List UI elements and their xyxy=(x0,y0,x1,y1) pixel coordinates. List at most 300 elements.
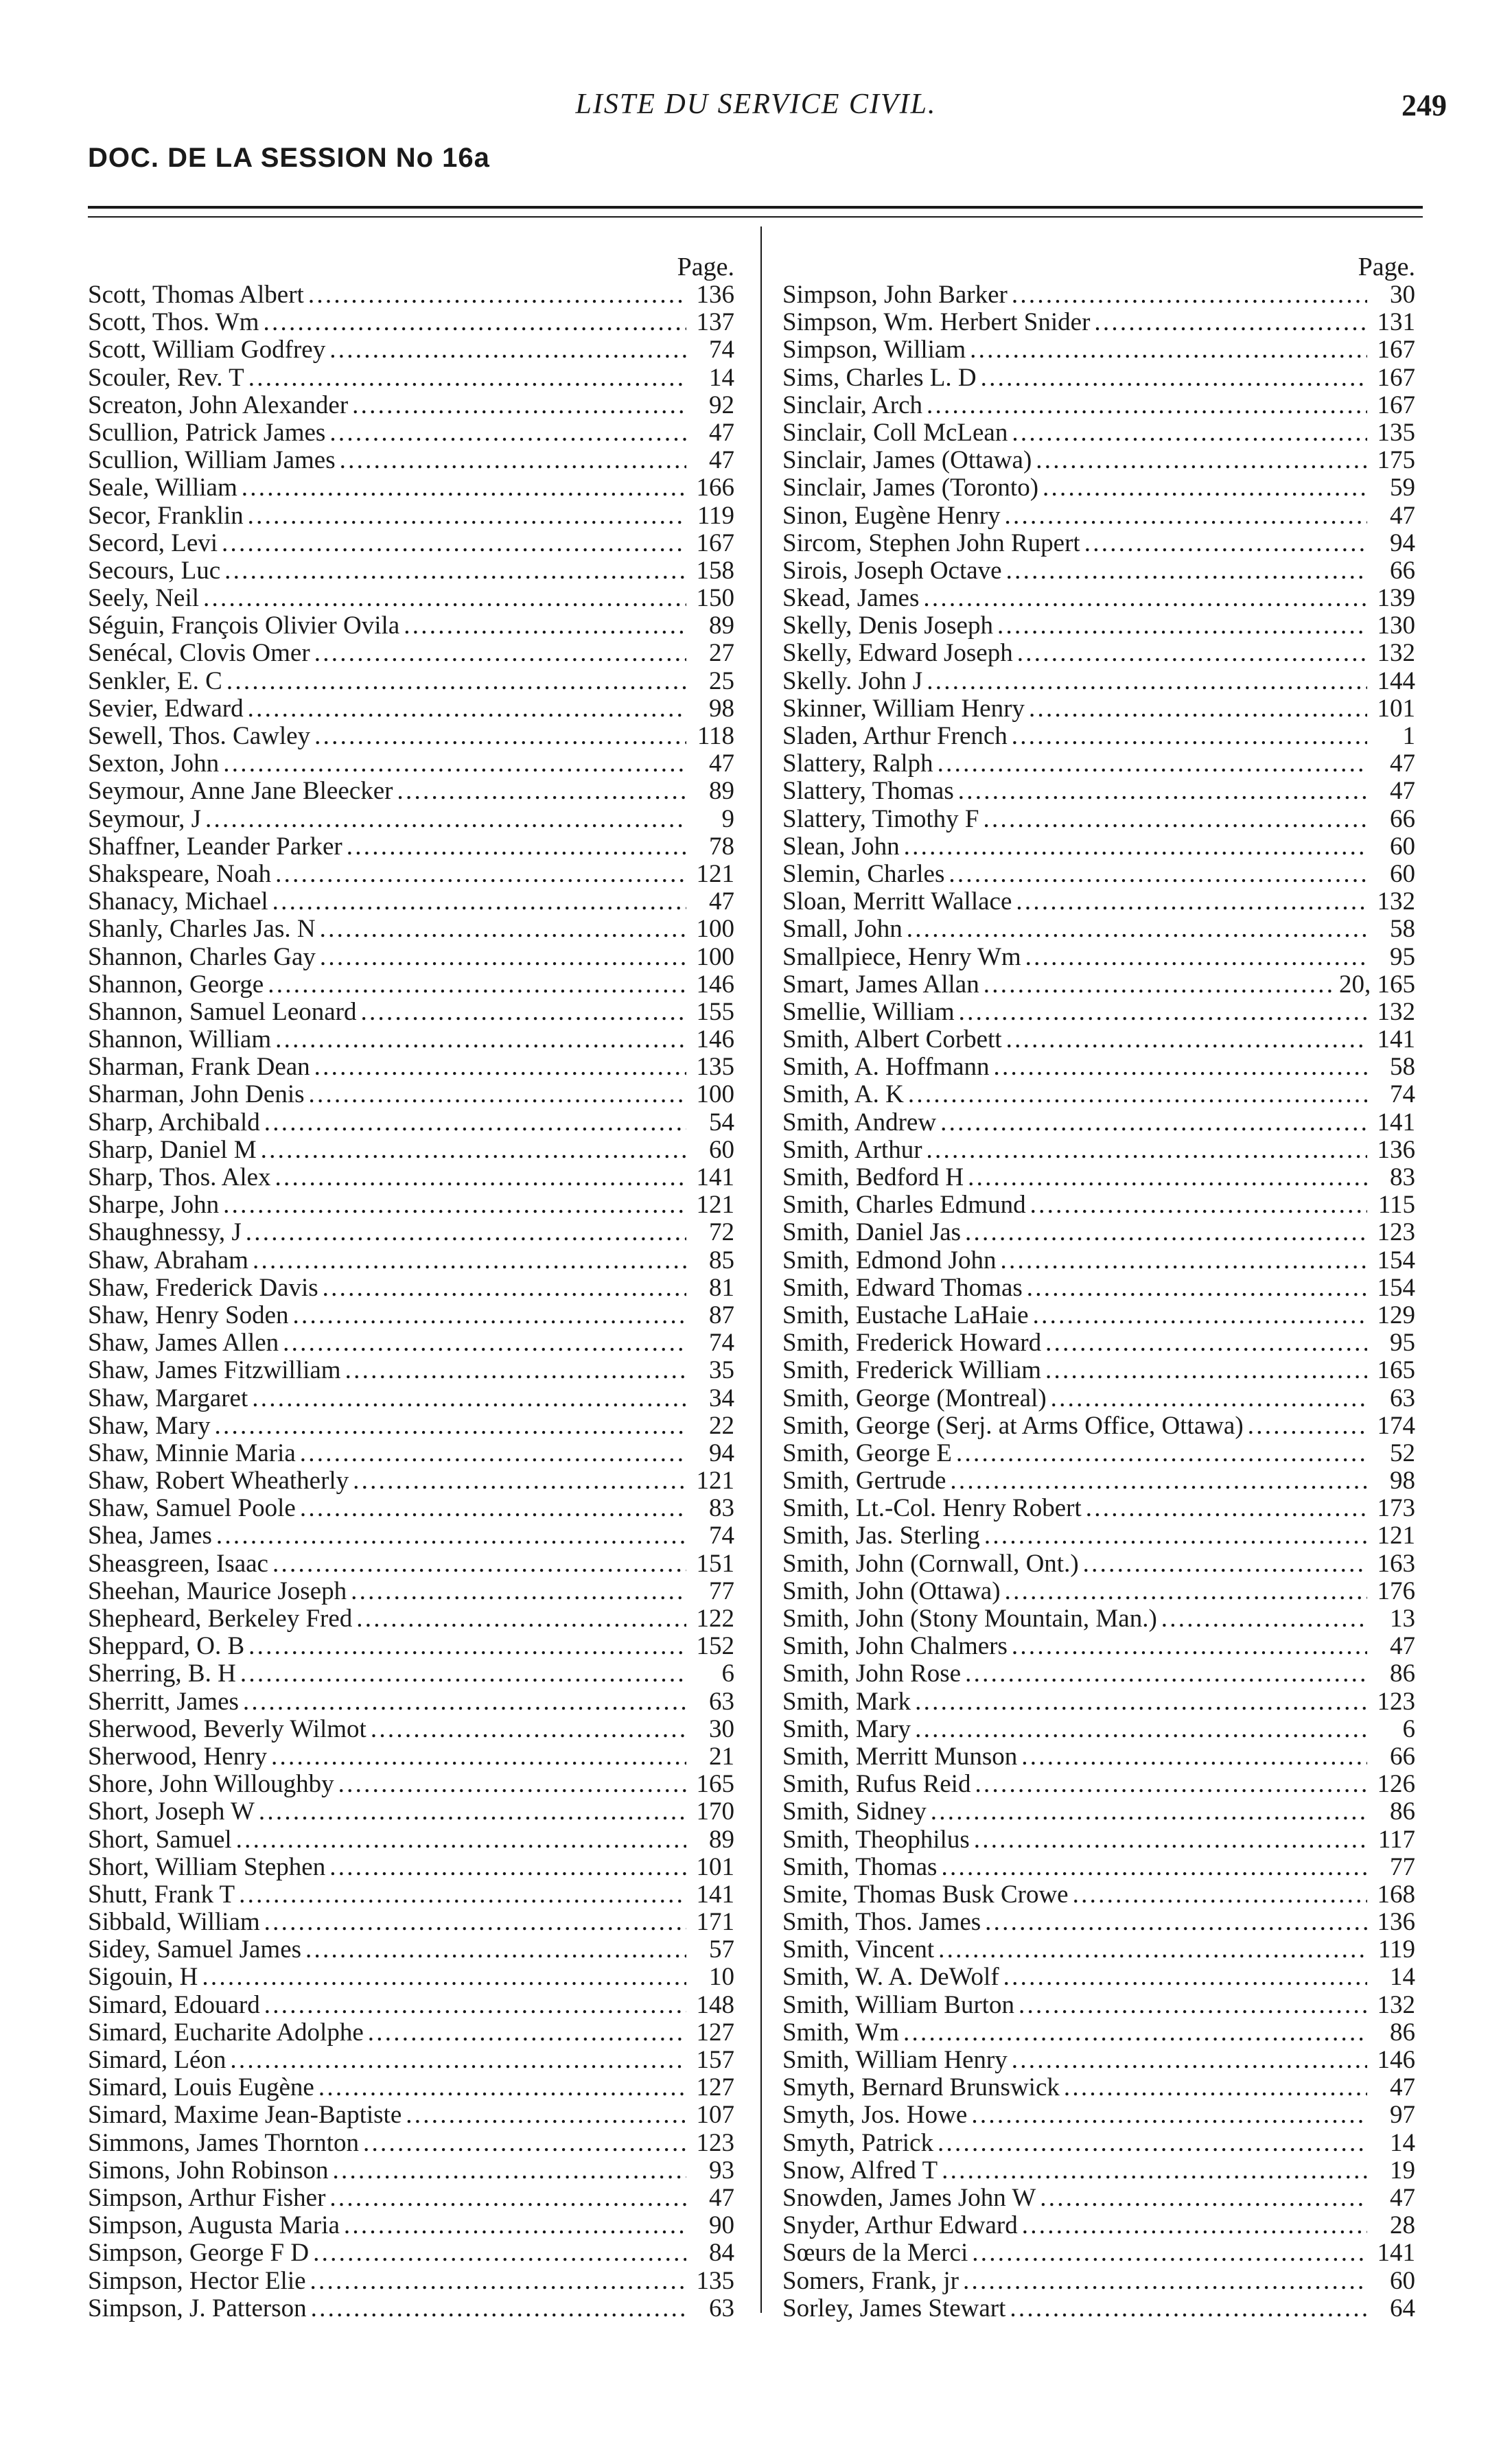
dot-leader xyxy=(242,474,686,502)
entry-page-number: 81 xyxy=(709,1273,734,1302)
entry-name: Smith, Edward Thomas xyxy=(782,1273,1023,1302)
entry-name: Sherring, B. H xyxy=(88,1660,236,1688)
entry-page-number: 47 xyxy=(709,887,734,916)
index-entry xyxy=(782,2212,1421,2239)
dot-leader xyxy=(958,778,1367,805)
dot-leader xyxy=(308,281,686,309)
dot-leader xyxy=(347,833,686,861)
entry-name: Smith, Gertrude xyxy=(782,1467,946,1495)
entry-page-number: 14 xyxy=(709,363,734,392)
entry-name: Shannon, Charles Gay xyxy=(88,942,316,971)
index-entry xyxy=(88,2157,740,2185)
entry-name: Snyder, Arthur Edward xyxy=(782,2211,1018,2240)
entry-name: Sibbald, William xyxy=(88,1908,260,1937)
entry-name: Smith, Theophilus xyxy=(782,1825,970,1854)
entry-name: Sœurs de la Merci xyxy=(782,2239,968,2268)
entry-page-number: 87 xyxy=(709,1301,734,1329)
entry-name: Simpson, Arthur Fisher xyxy=(88,2183,326,2212)
entry-name: Sinclair, James (Ottawa) xyxy=(782,446,1032,475)
dot-leader xyxy=(1012,723,1367,750)
index-entry xyxy=(782,2047,1421,2074)
dot-leader xyxy=(352,392,686,419)
entry-page-number: 101 xyxy=(696,1852,734,1881)
entry-page-number: 66 xyxy=(1390,556,1415,585)
entry-name: Sevier, Edward xyxy=(88,694,244,723)
entry-name: Smith, Rufus Reid xyxy=(782,1770,971,1799)
entry-page-number: 123 xyxy=(1377,1687,1415,1716)
dot-leader xyxy=(246,1219,686,1246)
dot-leader xyxy=(965,1219,1367,1246)
entry-name: Skinner, William Henry xyxy=(782,694,1025,723)
entry-page-number: 47 xyxy=(1390,501,1415,530)
dot-leader xyxy=(248,695,686,723)
entry-page-number: 146 xyxy=(1377,2046,1415,2074)
entry-page-number: 60 xyxy=(1390,832,1415,861)
dot-leader xyxy=(223,1191,686,1219)
index-entry xyxy=(782,530,1421,557)
index-entry xyxy=(782,750,1421,778)
entry-page-number: 78 xyxy=(709,832,734,861)
entry-page-number: 98 xyxy=(709,694,734,723)
dot-leader xyxy=(329,419,686,447)
index-entry xyxy=(88,971,740,999)
header-rule-thick xyxy=(88,206,1423,209)
entry-page-number: 59 xyxy=(1390,474,1415,502)
entry-name: Smith, Lt.-Col. Henry Robert xyxy=(782,1494,1082,1523)
entry-name: Sharp, Daniel M xyxy=(88,1135,257,1164)
index-entry xyxy=(782,1274,1421,1302)
entry-name: Simard, Eucharite Adolphe xyxy=(88,2018,364,2047)
index-column-right xyxy=(782,253,1421,2322)
entry-page-number: 127 xyxy=(696,2018,734,2047)
dot-leader xyxy=(984,971,1335,999)
entry-name: Sirois, Joseph Octave xyxy=(782,556,1002,585)
index-entry xyxy=(88,999,740,1026)
dot-leader xyxy=(1086,1495,1367,1522)
dot-leader xyxy=(300,1495,686,1522)
index-entry xyxy=(88,1881,740,1909)
entry-page-number: 47 xyxy=(709,749,734,778)
entry-name: Smith, Frederick Howard xyxy=(782,1329,1042,1358)
entry-name: Simons, John Robinson xyxy=(88,2156,329,2185)
index-entry xyxy=(88,1440,740,1467)
dot-leader xyxy=(956,1440,1367,1467)
entry-name: Smellie, William xyxy=(782,997,955,1026)
dot-leader xyxy=(406,2101,686,2129)
entry-page-number: 170 xyxy=(696,1797,734,1826)
index-entry xyxy=(782,1247,1421,1274)
entry-page-number: 132 xyxy=(1377,639,1415,668)
entry-name: Scott, Thos. Wm xyxy=(88,308,259,337)
entry-page-number: 52 xyxy=(1390,1439,1415,1467)
entry-page-number: 84 xyxy=(709,2239,734,2268)
index-entry xyxy=(782,1909,1421,1936)
entry-page-number: 66 xyxy=(1390,804,1415,833)
entry-page-number: 167 xyxy=(696,528,734,557)
index-entry xyxy=(88,1826,740,1854)
index-entry xyxy=(782,1412,1421,1440)
index-entry xyxy=(782,1053,1421,1081)
index-entry xyxy=(782,1302,1421,1329)
entry-name: Scott, Thomas Albert xyxy=(88,281,304,309)
index-entry xyxy=(782,1964,1421,1991)
entry-name: Shaw, Henry Soden xyxy=(88,1301,289,1329)
dot-leader xyxy=(363,2130,686,2157)
entry-name: Secor, Franklin xyxy=(88,501,244,530)
index-entry xyxy=(88,1081,740,1108)
dot-leader xyxy=(975,1771,1367,1798)
entry-name: Smyth, Jos. Howe xyxy=(782,2101,968,2130)
index-entry xyxy=(782,1881,1421,1909)
entry-page-number: 121 xyxy=(696,859,734,888)
entry-page-number: 47 xyxy=(709,418,734,447)
entry-page-number: 93 xyxy=(709,2156,734,2185)
entry-page-number: 132 xyxy=(1377,1990,1415,2019)
entry-page-number: 155 xyxy=(696,997,734,1026)
entry-name: Somers, Frank, jr xyxy=(782,2266,959,2295)
entry-name: Smyth, Patrick xyxy=(782,2128,933,2157)
index-entry xyxy=(782,447,1421,474)
entry-page-number: 163 xyxy=(1377,1549,1415,1578)
index-entry xyxy=(88,1495,740,1522)
entry-name: Simard, Edouard xyxy=(88,1990,260,2019)
dot-leader xyxy=(216,1522,686,1550)
entry-page-number: 157 xyxy=(696,2046,734,2074)
entry-page-number: 167 xyxy=(1377,336,1415,364)
index-entry xyxy=(782,1743,1421,1771)
dot-leader xyxy=(318,2074,686,2101)
header-rule-thin xyxy=(88,216,1423,218)
entry-name: Slemin, Charles xyxy=(782,859,945,888)
entry-name: Smith, John Chalmers xyxy=(782,1632,1008,1661)
dot-leader xyxy=(1012,281,1367,309)
index-entry xyxy=(782,861,1421,888)
entry-page-number: 135 xyxy=(696,2266,734,2295)
entry-name: Smith, Vincent xyxy=(782,1935,935,1964)
index-entry xyxy=(782,612,1421,640)
entry-page-number: 148 xyxy=(696,1990,734,2019)
entry-name: Smith, Jas. Sterling xyxy=(782,1522,980,1550)
entry-name: Simpson, J. Patterson xyxy=(88,2294,307,2322)
dot-leader xyxy=(950,1467,1367,1495)
entry-page-number: 141 xyxy=(696,1163,734,1191)
dot-leader xyxy=(300,1440,686,1467)
entry-page-number: 135 xyxy=(696,1053,734,1082)
index-entry xyxy=(88,695,740,723)
index-entry xyxy=(782,336,1421,364)
entry-name: Skelly. John J xyxy=(782,666,923,695)
index-entry xyxy=(88,1247,740,1274)
entry-page-number: 146 xyxy=(696,1025,734,1054)
entry-page-number: 25 xyxy=(709,666,734,695)
index-entry xyxy=(88,2019,740,2047)
entry-name: Shaw, James Allen xyxy=(88,1329,279,1358)
entry-page-number: 77 xyxy=(1390,1852,1415,1881)
dot-leader xyxy=(1019,1992,1367,2019)
entry-page-number: 123 xyxy=(1377,1218,1415,1247)
index-entry xyxy=(88,530,740,557)
entry-name: Snow, Alfred T xyxy=(782,2156,938,2185)
entry-name: Sorley, James Stewart xyxy=(782,2294,1006,2322)
entry-name: Smith, John (Cornwall, Ont.) xyxy=(782,1549,1079,1578)
index-entry xyxy=(782,1688,1421,1716)
entry-name: Smith, Charles Edmund xyxy=(782,1191,1026,1220)
index-entry xyxy=(88,861,740,888)
entry-name: Simpson, Wm. Herbert Snider xyxy=(782,308,1091,337)
entry-page-number: 92 xyxy=(709,391,734,419)
entry-page-number: 131 xyxy=(1377,308,1415,337)
index-entry xyxy=(88,419,740,447)
index-entry xyxy=(88,1357,740,1384)
entry-page-number: 151 xyxy=(696,1549,734,1578)
entry-name: Seale, William xyxy=(88,474,237,502)
entry-page-number: 47 xyxy=(1390,1632,1415,1661)
dot-leader xyxy=(1029,695,1367,723)
entry-name: Simpson, George F D xyxy=(88,2239,310,2268)
index-entry xyxy=(782,392,1421,419)
entry-name: Shaw, Minnie Maria xyxy=(88,1439,296,1467)
entry-name: Smith, William Henry xyxy=(782,2046,1008,2074)
index-entry xyxy=(88,1633,740,1660)
entry-page-number: 176 xyxy=(1377,1576,1415,1605)
entry-name: Smith, Frederick William xyxy=(782,1356,1042,1385)
dot-leader xyxy=(1051,1385,1367,1412)
index-entry xyxy=(88,1385,740,1412)
dot-leader xyxy=(271,1743,686,1771)
dot-leader xyxy=(268,971,686,999)
entry-name: Skead, James xyxy=(782,584,920,613)
entry-page-number: 136 xyxy=(696,281,734,309)
index-entry xyxy=(782,1357,1421,1384)
entry-name: Smith, Edmond John xyxy=(782,1246,997,1274)
index-entry xyxy=(782,1191,1421,1219)
entry-page-number: 74 xyxy=(1390,1080,1415,1109)
entry-page-number: 57 xyxy=(709,1935,734,1964)
entry-name: Sexton, John xyxy=(88,749,220,778)
dot-leader xyxy=(338,1771,686,1798)
entry-page-number: 94 xyxy=(1390,528,1415,557)
index-entry xyxy=(88,1936,740,1964)
dot-leader xyxy=(261,1137,686,1164)
entry-page-number: 166 xyxy=(696,474,734,502)
dot-leader xyxy=(1094,309,1367,336)
dot-leader xyxy=(1022,2212,1367,2239)
index-entry xyxy=(782,640,1421,667)
dot-leader xyxy=(1021,1743,1367,1771)
entry-name: Smith, Sidney xyxy=(782,1797,927,1826)
entry-name: Simard, Léon xyxy=(88,2046,226,2074)
entry-page-number: 72 xyxy=(709,1218,734,1247)
index-entry xyxy=(88,612,740,640)
entry-name: Shanacy, Michael xyxy=(88,887,268,916)
dot-leader xyxy=(1043,474,1367,502)
dot-leader xyxy=(1006,1026,1367,1053)
entry-name: Seymour, Anne Jane Bleecker xyxy=(88,777,393,806)
index-entry xyxy=(88,2268,740,2295)
entry-name: Shanly, Charles Jas. N xyxy=(88,915,316,944)
entry-page-number: 141 xyxy=(1377,1025,1415,1054)
index-entry xyxy=(88,2101,740,2129)
index-entry xyxy=(782,1329,1421,1357)
dot-leader xyxy=(272,1550,686,1578)
entry-page-number: 63 xyxy=(709,2294,734,2322)
dot-leader xyxy=(252,1385,686,1412)
entry-page-number: 86 xyxy=(1390,2018,1415,2047)
entry-name: Shannon, Samuel Leonard xyxy=(88,997,357,1026)
entry-page-number: 20, 165 xyxy=(1339,970,1415,999)
entry-page-number: 10 xyxy=(709,1963,734,1992)
index-entry xyxy=(88,1716,740,1743)
entry-name: Smith, Thos. James xyxy=(782,1908,981,1937)
session-reference: DOC. DE LA SESSION No 16a xyxy=(88,143,490,173)
entry-page-number: 63 xyxy=(1390,1384,1415,1412)
dot-leader xyxy=(949,861,1367,888)
index-entry xyxy=(782,695,1421,723)
dot-leader xyxy=(224,557,686,585)
entry-page-number: 27 xyxy=(709,639,734,668)
dot-leader xyxy=(240,1660,686,1688)
entry-name: Smith, Merritt Munson xyxy=(782,1742,1018,1771)
entry-page-number: 83 xyxy=(709,1494,734,1523)
index-entry xyxy=(88,916,740,943)
entry-page-number: 123 xyxy=(696,2128,734,2157)
dot-leader xyxy=(320,916,686,943)
index-entry xyxy=(88,1771,740,1798)
dot-leader xyxy=(1040,2185,1367,2212)
entry-page-number: 146 xyxy=(696,970,734,999)
dot-leader xyxy=(311,2295,686,2322)
dot-leader xyxy=(1248,1412,1367,1440)
index-entry xyxy=(88,1219,740,1246)
dot-leader xyxy=(941,1854,1367,1881)
index-entry xyxy=(88,585,740,612)
dot-leader xyxy=(1084,530,1367,557)
entry-name: Sinon, Eugène Henry xyxy=(782,501,1001,530)
index-entry xyxy=(88,2074,740,2101)
dot-leader xyxy=(353,1467,686,1495)
dot-leader xyxy=(985,1909,1367,1936)
entry-name: Short, Joseph W xyxy=(88,1797,255,1826)
dot-leader xyxy=(1017,640,1367,667)
index-entry xyxy=(782,2130,1421,2157)
entry-page-number: 130 xyxy=(1377,612,1415,640)
dot-leader xyxy=(1005,1578,1367,1605)
index-entry xyxy=(782,1219,1421,1246)
entry-page-number: 58 xyxy=(1390,1053,1415,1082)
dot-leader xyxy=(1030,1191,1367,1219)
dot-leader xyxy=(310,2268,686,2295)
dot-leader xyxy=(264,1992,686,2019)
index-entry xyxy=(782,1495,1421,1522)
index-entry xyxy=(88,1688,740,1716)
index-entry xyxy=(88,2239,740,2267)
entry-name: Sharp, Archibald xyxy=(88,1108,260,1137)
index-entry xyxy=(88,2047,740,2074)
entry-name: Secours, Luc xyxy=(88,556,221,585)
index-entry xyxy=(88,1274,740,1302)
entry-page-number: 9 xyxy=(721,804,734,833)
entry-page-number: 119 xyxy=(697,501,734,530)
entry-name: Smith, George E xyxy=(782,1439,952,1467)
entry-name: Shaw, Mary xyxy=(88,1411,211,1440)
index-entry xyxy=(88,1854,740,1881)
entry-page-number: 54 xyxy=(709,1108,734,1137)
dot-leader xyxy=(248,1633,686,1660)
entry-page-number: 47 xyxy=(709,2183,734,2212)
index-entry xyxy=(88,392,740,419)
entry-page-number: 121 xyxy=(696,1191,734,1220)
entry-name: Sigouin, H xyxy=(88,1963,198,1992)
dot-leader xyxy=(1083,1550,1367,1578)
entry-name: Slattery, Ralph xyxy=(782,749,933,778)
dot-leader xyxy=(253,1247,686,1274)
entry-page-number: 127 xyxy=(696,2073,734,2102)
entry-name: Simmons, James Thornton xyxy=(88,2128,360,2157)
dot-leader xyxy=(329,1854,686,1881)
entry-name: Smith, John (Ottawa) xyxy=(782,1576,1001,1605)
dot-leader xyxy=(904,833,1367,861)
entry-name: Smith, Andrew xyxy=(782,1108,937,1137)
index-entry xyxy=(782,1633,1421,1660)
index-entry xyxy=(782,999,1421,1026)
index-entry xyxy=(88,502,740,530)
index-entry xyxy=(782,585,1421,612)
entry-name: Sircom, Stephen John Rupert xyxy=(782,528,1080,557)
entry-name: Smith, Mary xyxy=(782,1714,911,1743)
index-entry xyxy=(88,1992,740,2019)
index-entry xyxy=(782,1164,1421,1191)
dot-leader xyxy=(368,2019,686,2047)
entry-page-number: 132 xyxy=(1377,997,1415,1026)
dot-leader xyxy=(1064,2074,1367,2101)
dot-leader xyxy=(997,612,1367,640)
dot-leader xyxy=(397,778,686,805)
entry-name: Simpson, Augusta Maria xyxy=(88,2211,340,2240)
entry-name: Smith, Thomas xyxy=(782,1852,938,1881)
dot-leader xyxy=(1005,502,1367,530)
entry-page-number: 74 xyxy=(709,336,734,364)
entry-name: Shaffner, Leander Parker xyxy=(88,832,342,861)
index-entry xyxy=(782,1854,1421,1881)
index-entry xyxy=(782,2074,1421,2101)
index-entry xyxy=(782,806,1421,833)
dot-leader xyxy=(1045,1357,1367,1384)
index-entry xyxy=(88,1026,740,1053)
index-entry xyxy=(782,2101,1421,2129)
entry-page-number: 85 xyxy=(709,1246,734,1274)
dot-leader xyxy=(351,1578,686,1605)
dot-leader xyxy=(275,1026,686,1053)
entry-name: Sharman, Frank Dean xyxy=(88,1053,310,1082)
dot-leader xyxy=(1003,1964,1367,1991)
entry-page-number: 30 xyxy=(709,1714,734,1743)
entry-name: Smith, A. K xyxy=(782,1080,904,1109)
dot-leader xyxy=(923,585,1367,612)
entry-name: Shore, John Willoughby xyxy=(88,1770,334,1799)
entry-name: Smith, Eustache LaHaie xyxy=(782,1301,1029,1329)
dot-leader xyxy=(1000,1247,1367,1274)
index-entry xyxy=(88,640,740,667)
index-entry xyxy=(88,1164,740,1191)
entry-name: Smith, Arthur xyxy=(782,1135,922,1164)
dot-leader xyxy=(226,668,686,695)
index-entry xyxy=(782,916,1421,943)
dot-leader xyxy=(361,999,687,1026)
dot-leader xyxy=(404,612,686,640)
entry-page-number: 158 xyxy=(696,556,734,585)
entry-page-number: 126 xyxy=(1377,1770,1415,1799)
entry-page-number: 1 xyxy=(1402,722,1415,750)
